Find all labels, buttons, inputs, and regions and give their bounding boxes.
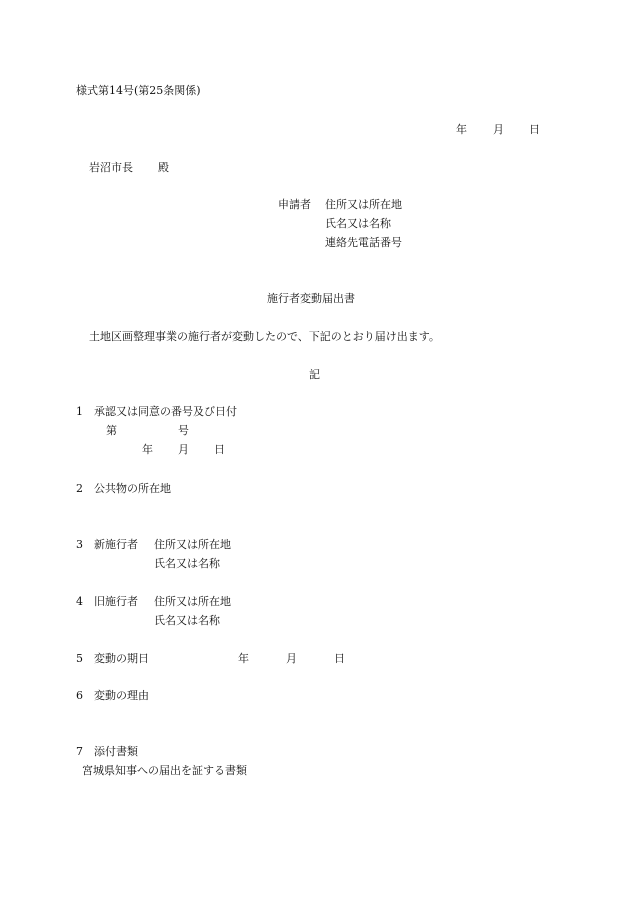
applicant-label: 申請者 [278, 198, 311, 211]
item5-day-label: 日 [334, 652, 345, 665]
item2-label: 公共物の所在地 [94, 482, 171, 495]
item5-month-label: 月 [286, 652, 297, 665]
document-title: 施行者変動届出書 [267, 292, 355, 305]
item6-number: 6 [76, 689, 83, 702]
item5-year-label: 年 [238, 652, 249, 665]
item5-number: 5 [76, 652, 83, 665]
item7-label: 添付書類 [94, 745, 138, 758]
item3-name-label: 氏名又は名称 [154, 557, 220, 570]
applicant-phone-label: 連絡先電話番号 [325, 236, 402, 249]
item6-label: 変動の理由 [94, 689, 149, 702]
addressee-honorific: 殿 [158, 161, 169, 174]
document-body: 土地区画整理事業の施行者が変動したので、下記のとおり届け出ます。 [89, 330, 440, 343]
item1-month-label: 月 [178, 443, 189, 456]
item1-label: 承認又は同意の番号及び日付 [94, 405, 237, 418]
item4-number: 4 [76, 595, 83, 608]
item3-number: 3 [76, 538, 83, 551]
item2-number: 2 [76, 482, 83, 495]
item5-label: 変動の期日 [94, 652, 149, 665]
applicant-name-label: 氏名又は名称 [325, 217, 391, 230]
date-day-label: 日 [529, 123, 540, 136]
item1-go-label: 号 [178, 424, 189, 437]
applicant-address-label: 住所又は所在地 [325, 198, 402, 211]
item7-number: 7 [76, 745, 83, 758]
form-number-label: 様式第14号(第25条関係) [76, 84, 201, 97]
item3-address-label: 住所又は所在地 [154, 538, 231, 551]
addressee-name: 岩沼市長 [89, 161, 133, 174]
item4-address-label: 住所又は所在地 [154, 595, 231, 608]
item1-year-label: 年 [142, 443, 153, 456]
item1-number: 1 [76, 405, 83, 418]
item7-attachment-text: 宮城県知事への届出を証する書類 [82, 764, 247, 777]
record-label: 記 [309, 368, 320, 381]
item4-label: 旧施行者 [94, 595, 138, 608]
item1-dai-label: 第 [106, 424, 117, 437]
item4-name-label: 氏名又は名称 [154, 614, 220, 627]
item1-day-label: 日 [214, 443, 225, 456]
date-year-label: 年 [456, 123, 467, 136]
date-month-label: 月 [493, 123, 504, 136]
item3-label: 新施行者 [94, 538, 138, 551]
